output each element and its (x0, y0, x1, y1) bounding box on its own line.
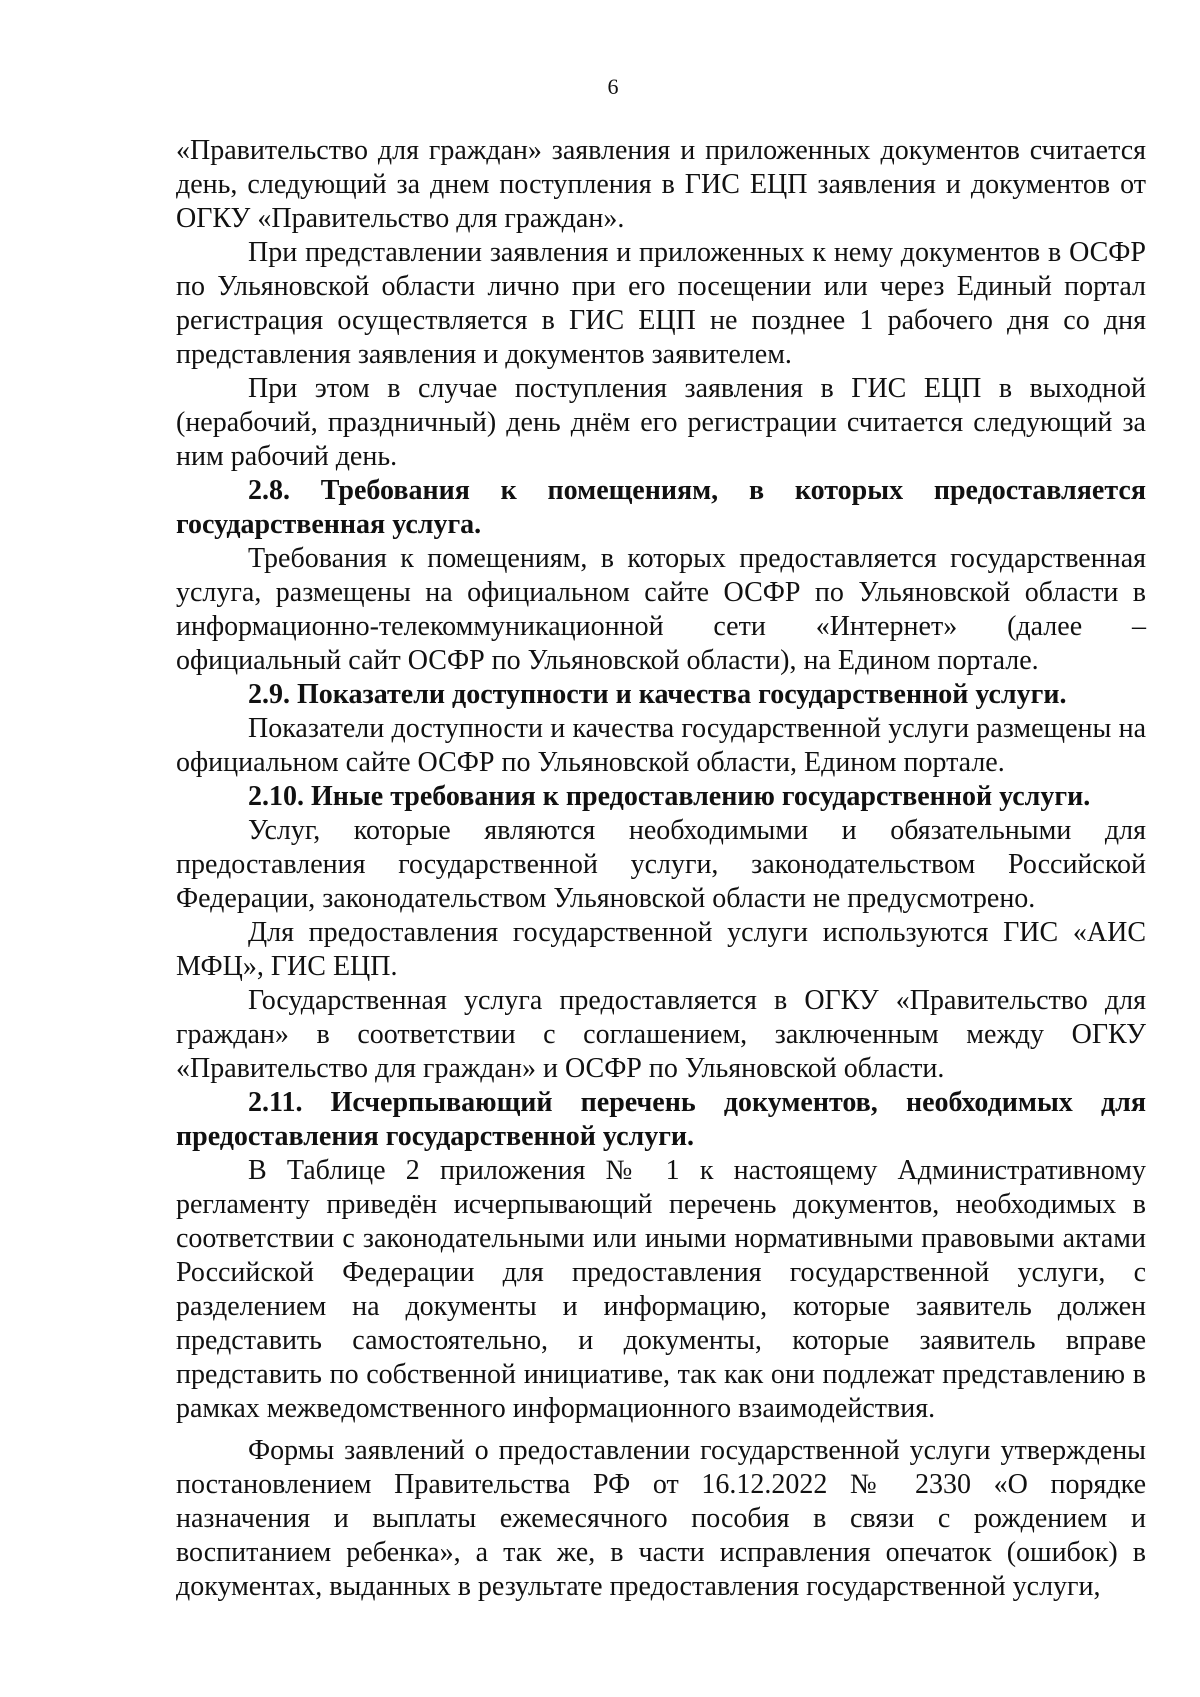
paragraph-continuation: «Правительство для граждан» заявления и приложенных документов считается день, следующий за днем поступления в ГИС ЕЦП заявления и документов от ОГКУ «Правительство для граждан». (176, 135, 1146, 234)
paragraph-information-systems: Для предоставления государственной услуги используются ГИС «АИС МФЦ», ГИС ЕЦП. (176, 917, 1146, 982)
section-heading-2-8: 2.8. Требования к помещениям, в которых предоставляется государственная услуга. (176, 475, 1146, 540)
page-number: 6 (607, 74, 619, 99)
paragraph-application-forms: Формы заявлений о предоставлении государственной услуги утверждены постановлением Правительства РФ от 16.12.2022 № 2330 «О порядке назначения и выплаты ежемесячного пособия в связи с рождением и воспитанием ребенка», а так же, в части исправления опечаток (ошибок) в документах, выданных в результате предоставления государственной услуги, (176, 1435, 1146, 1602)
section-heading-2-10: 2.10. Иные требования к предоставлению государственной услуги. (248, 781, 1091, 812)
paragraph-documents-list: В Таблице 2 приложения № 1 к настоящему Административному регламенту приведён исчерпывающий перечень документов, необходимых в соответствии с законодательными или иными нормативными правовыми актами Российской Федерации для предоставления государственной услуги, с разделением на документы и информацию, которые заявитель должен представить самостоятельно, и документы, которые заявитель вправе представить по собственной инициативе, так как они подлежат представлению в рамках межведомственного информационного взаимодействия. (176, 1155, 1146, 1424)
section-heading-2-11: 2.11. Исчерпывающий перечень документов, необходимых для предоставления государственной услуги. (176, 1087, 1146, 1152)
paragraph-service-provider-agreement: Государственная услуга предоставляется в ОГКУ «Правительство для граждан» в соответствии с соглашением, заключенным между ОГКУ «Правительство для граждан» и ОСФР по Ульяновской области. (176, 985, 1146, 1084)
paragraph-premises-requirements: Требования к помещениям, в которых предоставляется государственная услуга, размещены на официальном сайте ОСФР по Ульяновской области в информационно-телекоммуникационной сети «Интернет» (далее – официальный сайт ОСФР по Ульяновской области), на Едином портале. (176, 543, 1146, 676)
paragraph-registration-timing: При представлении заявления и приложенных к нему документов в ОСФР по Ульяновской области лично при его посещении или через Единый портал регистрация осуществляется в ГИС ЕЦП не позднее 1 рабочего дня со дня представления заявления и документов заявителем. (176, 237, 1146, 370)
document-body (176, 134, 1146, 1604)
paragraph-accessibility-indicators: Показатели доступности и качества государственной услуги размещены на официальном сайте ОСФР по Ульяновской области, Едином портале. (176, 713, 1146, 778)
paragraph-weekend-registration: При этом в случае поступления заявления в ГИС ЕЦП в выходной (нерабочий, праздничный) день днём его регистрации считается следующий за ним рабочий день. (176, 373, 1146, 472)
paragraph-no-required-services: Услуг, которые являются необходимыми и обязательными для предоставления государственной услуги, законодательством Российской Федерации, законодательством Ульяновской области не предусмотрено. (176, 815, 1146, 914)
section-heading-2-9: 2.9. Показатели доступности и качества государственной услуги. (248, 679, 1067, 710)
